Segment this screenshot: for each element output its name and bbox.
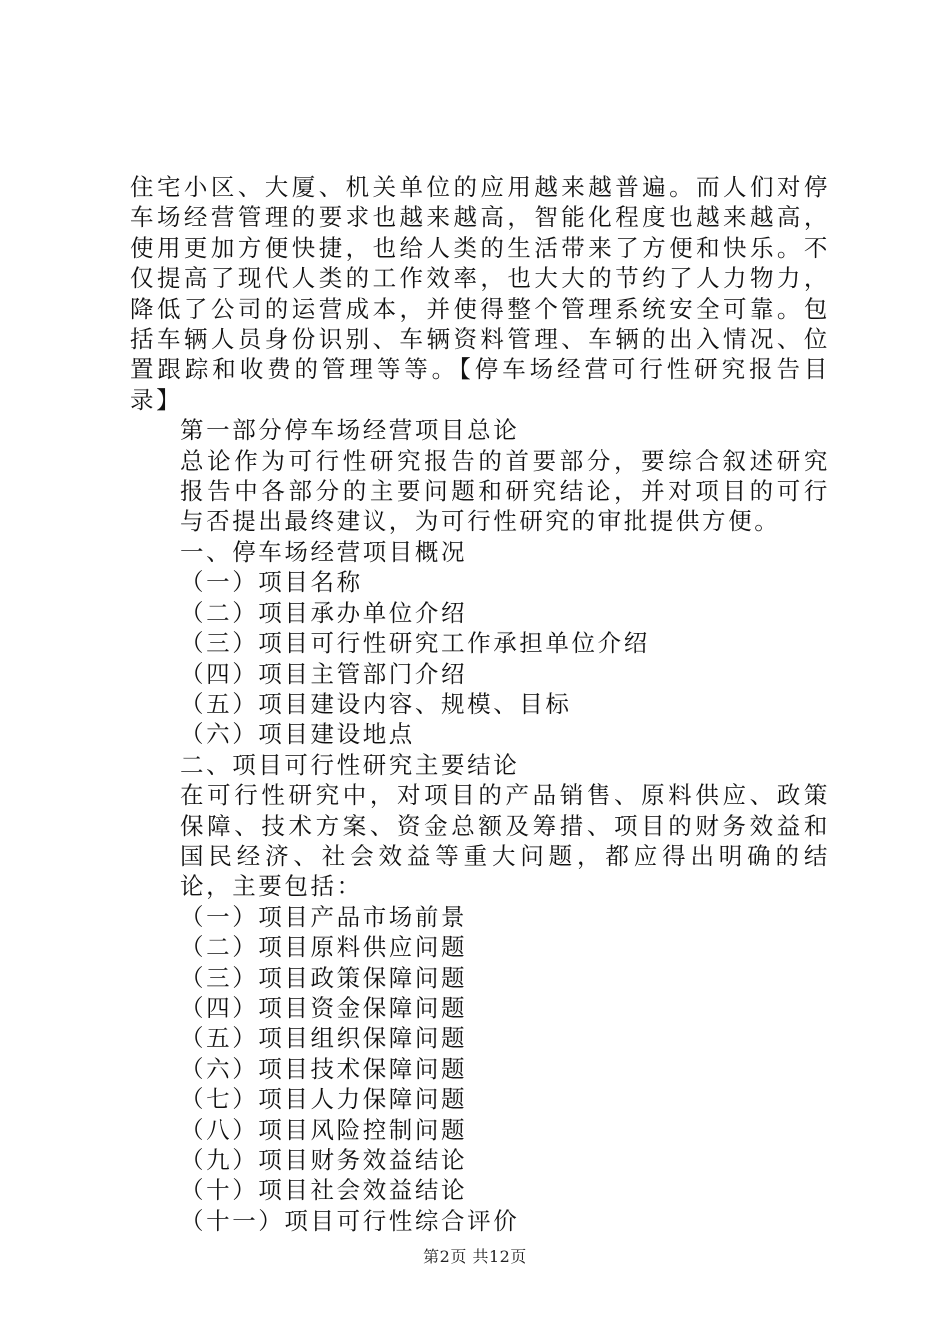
- intro-paragraph: 住宅小区、大厦、机关单位的应用越来越普遍。而人们对停车场经营管理的要求也越来越高，智能化程度也越来越高，使用更加方便快捷，也给人类的生活带来了方便和快乐。不仅提高了现代人类的工作效率，也大大的节约了人力物力，降低了公司的运营成本，并使得整个管理系统安全可靠。包括车辆人员身份识别、车辆资料管理、车辆的出入情况、位置跟踪和收费的管理等等。【停车场经营可行性研究报告目录】: [130, 173, 830, 414]
- page-number-footer: 第2页 共12页: [423, 1247, 527, 1266]
- conclusions-paragraph: 在可行性研究中，对项目的产品销售、原料供应、政策保障、技术方案、资金总额及筹措、项目的财务效益和国民经济、社会效益等重大问题，都应得出明确的结论，主要包括：: [180, 781, 830, 901]
- list-item: （六）项目建设地点: [180, 720, 415, 749]
- list-item: （二）项目承办单位介绍: [180, 598, 468, 627]
- section-heading-part-one: 第一部分停车场经营项目总论: [180, 416, 520, 445]
- list-item: （六）项目技术保障问题: [180, 1054, 468, 1083]
- list-item: （五）项目建设内容、规模、目标: [180, 689, 572, 718]
- list-item: （四）项目资金保障问题: [180, 993, 468, 1022]
- list-item: （五）项目组织保障问题: [180, 1024, 468, 1053]
- subsection-heading-conclusions: 二、项目可行性研究主要结论: [180, 750, 520, 779]
- list-item: （十一）项目可行性综合评价: [180, 1206, 520, 1235]
- list-item: （一）项目产品市场前景: [180, 902, 468, 931]
- document-body: [130, 172, 830, 1236]
- list-item: （二）项目原料供应问题: [180, 933, 468, 962]
- list-item: （三）项目可行性研究工作承担单位介绍: [180, 629, 650, 658]
- list-item: （九）项目财务效益结论: [180, 1146, 468, 1174]
- list-item: （一）项目名称: [180, 568, 363, 597]
- subsection-heading-overview: 一、停车场经营项目概况: [180, 537, 468, 566]
- list-item: （十）项目社会效益结论: [180, 1176, 468, 1205]
- list-item: （三）项目政策保障问题: [180, 963, 468, 992]
- summary-paragraph: 总论作为可行性研究报告的首要部分，要综合叙述研究报告中各部分的主要问题和研究结论，并对项目的可行与否提出最终建议，为可行性研究的审批提供方便。: [180, 446, 830, 536]
- list-item: （八）项目风险控制问题: [180, 1115, 468, 1144]
- list-item: （七）项目人力保障问题: [180, 1085, 468, 1114]
- list-item: （四）项目主管部门介绍: [180, 659, 468, 688]
